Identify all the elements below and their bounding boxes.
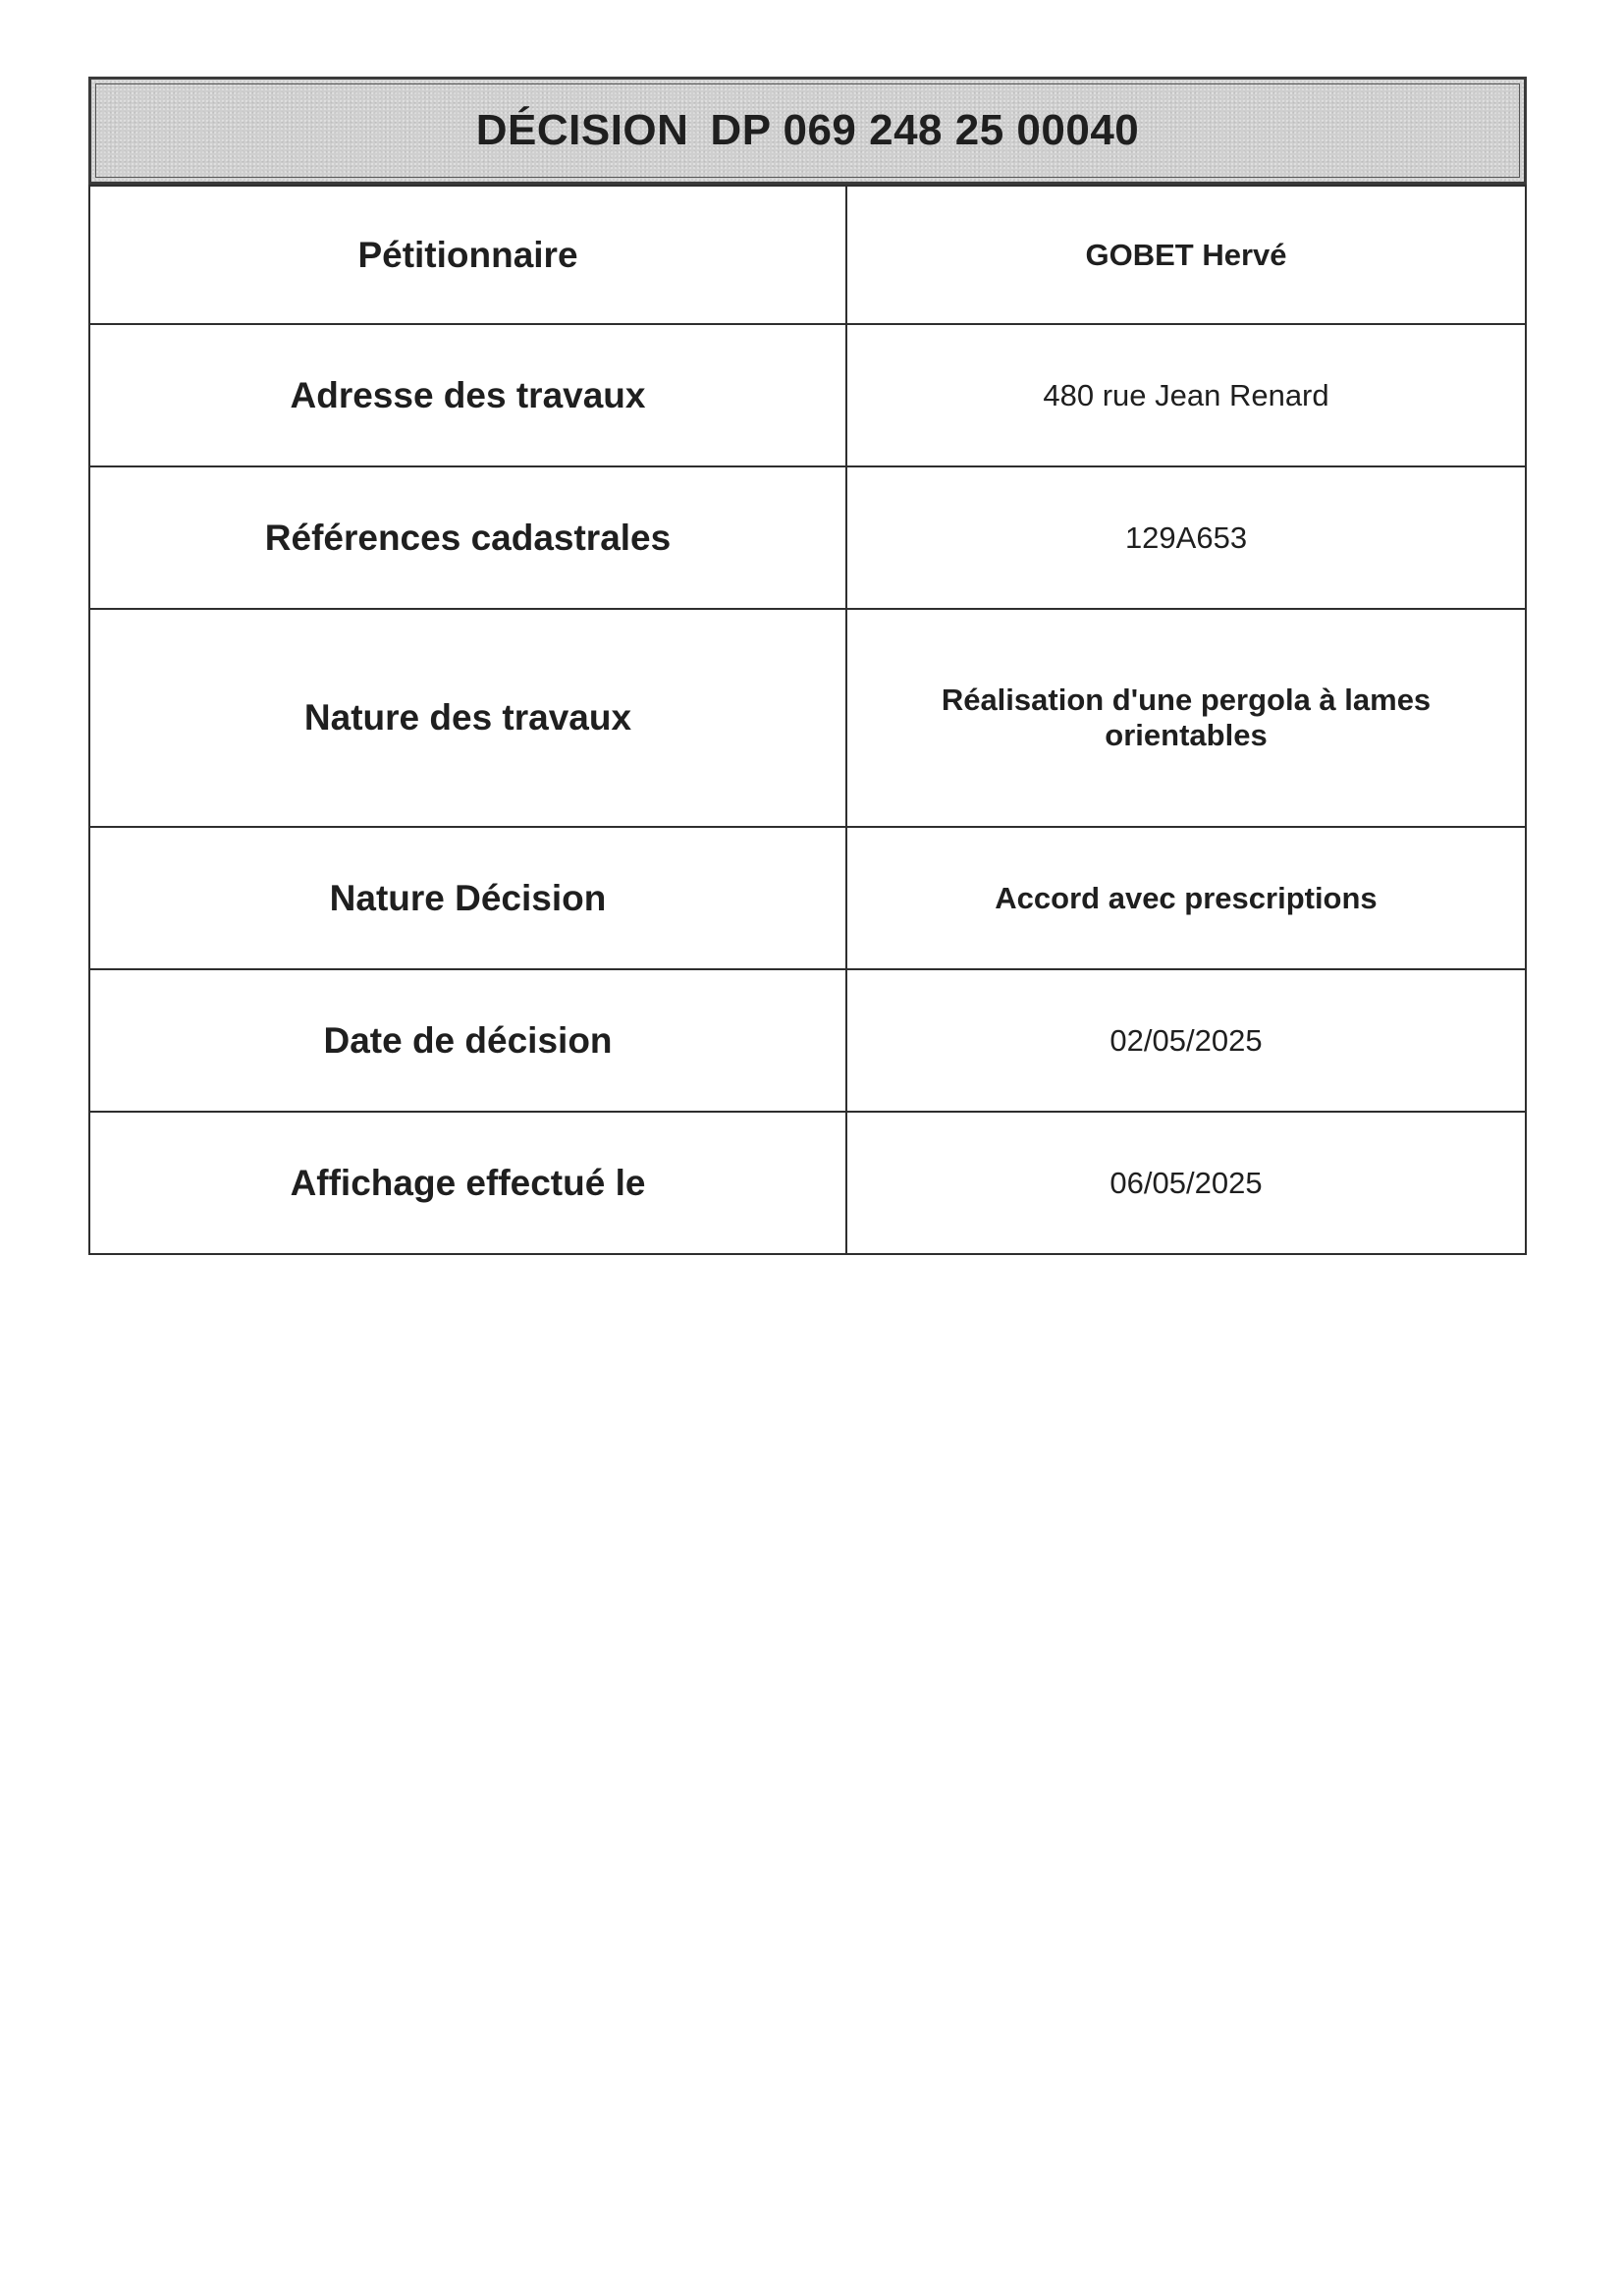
label-petitionnaire: Pétitionnaire	[89, 186, 846, 324]
label-adresse: Adresse des travaux	[89, 324, 846, 466]
decision-title-prefix: DÉCISION	[475, 106, 689, 154]
label-date-decision: Date de décision	[89, 969, 846, 1112]
value-references: 129A653	[846, 466, 1526, 609]
label-references: Références cadastrales	[89, 466, 846, 609]
label-nature-travaux: Nature des travaux	[89, 609, 846, 827]
table-row-adresse	[89, 324, 1526, 466]
table-row-petitionnaire	[89, 186, 1526, 324]
table-row-references	[89, 466, 1526, 609]
decision-sheet	[88, 77, 1527, 1255]
table-row-affichage	[89, 1112, 1526, 1254]
value-adresse: 480 rue Jean Renard	[846, 324, 1526, 466]
value-date-decision: 02/05/2025	[846, 969, 1526, 1112]
decision-title	[476, 106, 1140, 155]
value-nature-travaux: Réalisation d'une pergola à lames orientables	[846, 609, 1526, 827]
value-petitionnaire: GOBET Hervé	[846, 186, 1526, 324]
decision-reference: DP 069 248 25 00040	[710, 106, 1140, 154]
table-row-date-decision	[89, 969, 1526, 1112]
label-affichage: Affichage effectué le	[89, 1112, 846, 1254]
label-nature-decision: Nature Décision	[89, 827, 846, 969]
table-row-nature-decision	[89, 827, 1526, 969]
decision-title-bar	[88, 77, 1527, 185]
value-nature-decision: Accord avec prescriptions	[846, 827, 1526, 969]
decision-details-table	[88, 185, 1527, 1255]
table-row-nature-travaux	[89, 609, 1526, 827]
value-affichage: 06/05/2025	[846, 1112, 1526, 1254]
